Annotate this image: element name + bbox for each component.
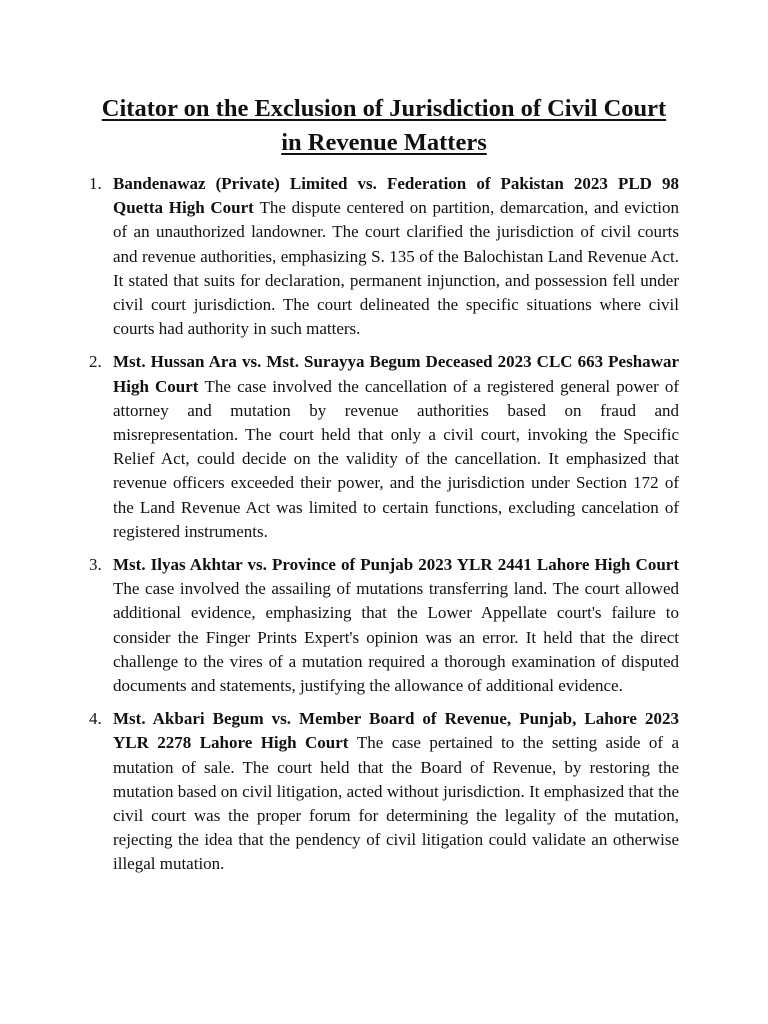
case-citation: Mst. Hussan Ara vs. Mst. Surayya Begum Deceased 2023 CLC 663 Peshawar High Court — [113, 352, 679, 396]
case-number: 1. — [89, 174, 102, 193]
case-summary: The case involved the cancellation of a registered general power of attorney and mutation by revenue authorities based on fraud and misrepresentation. The court held that only a civil court, invoking the Specific Relief Act, could decide on the validity of the cancellation. It emphasized that revenue officers exceeded their power, and the jurisdiction under Section 172 of the Land Revenue Act was limited to certain functions, excluding cancelation of registered instruments. — [113, 376, 679, 541]
case-number: 3. — [89, 555, 102, 575]
case-number: 2. — [89, 352, 102, 372]
case-list — [89, 172, 680, 886]
case-item-4 — [89, 707, 680, 876]
case-citation: Mst. Ilyas Akhtar vs. Province of Punjab 2023 YLR 2441 Lahore High Court — [113, 555, 679, 575]
case-number: 4. — [89, 709, 102, 729]
case-item-3 — [89, 553, 679, 698]
case-citation: Mst. Akbari Begum vs. Member Board of Revenue, Punjab, Lahore 2023 YLR 2278 Lahore High Court — [113, 709, 679, 753]
case-citation: Bandenawaz (Private) Limited vs. Federation of Pakistan 2023 PLD 98 Quetta High Court — [113, 174, 679, 218]
case-item-1 — [89, 172, 679, 341]
case-summary: The case involved the assailing of mutations transferring land. The court allowed additional evidence, emphasizing that the Lower Appellate court's failure to consider the Finger Prints Expert's opinion was an error. It held that the direct challenge to the vires of a mutation required a thorough examination of disputed documents and statements, justifying the allowance of additional evidence. — [113, 579, 679, 696]
case-summary: The case pertained to the setting aside of a mutation of sale. The court held that the Board of Revenue, by restoring the mutation based on civil litigation, acted without jurisdiction. It emphasized that the civil court was the proper forum for determining the legality of the mutation, rejecting the idea that the pendency of civil litigation could validate an otherwise illegal mutation. — [113, 733, 680, 874]
case-item-2 — [89, 350, 679, 544]
case-summary: The dispute centered on partition, demarcation, and eviction of an unauthorized landowner. The court clarified the jurisdiction of civil courts and revenue authorities, emphasizing S. 135 of the Balochistan Land Revenue Act. It stated that suits for declaration, permanent injunction, and possession fell under civil court jurisdiction. The court delineated the specific situations where civil courts had authority in such matters. — [113, 198, 679, 339]
document-title: Citator on the Exclusion of Jurisdiction of Civil Court in Revenue Matters — [101, 95, 667, 156]
